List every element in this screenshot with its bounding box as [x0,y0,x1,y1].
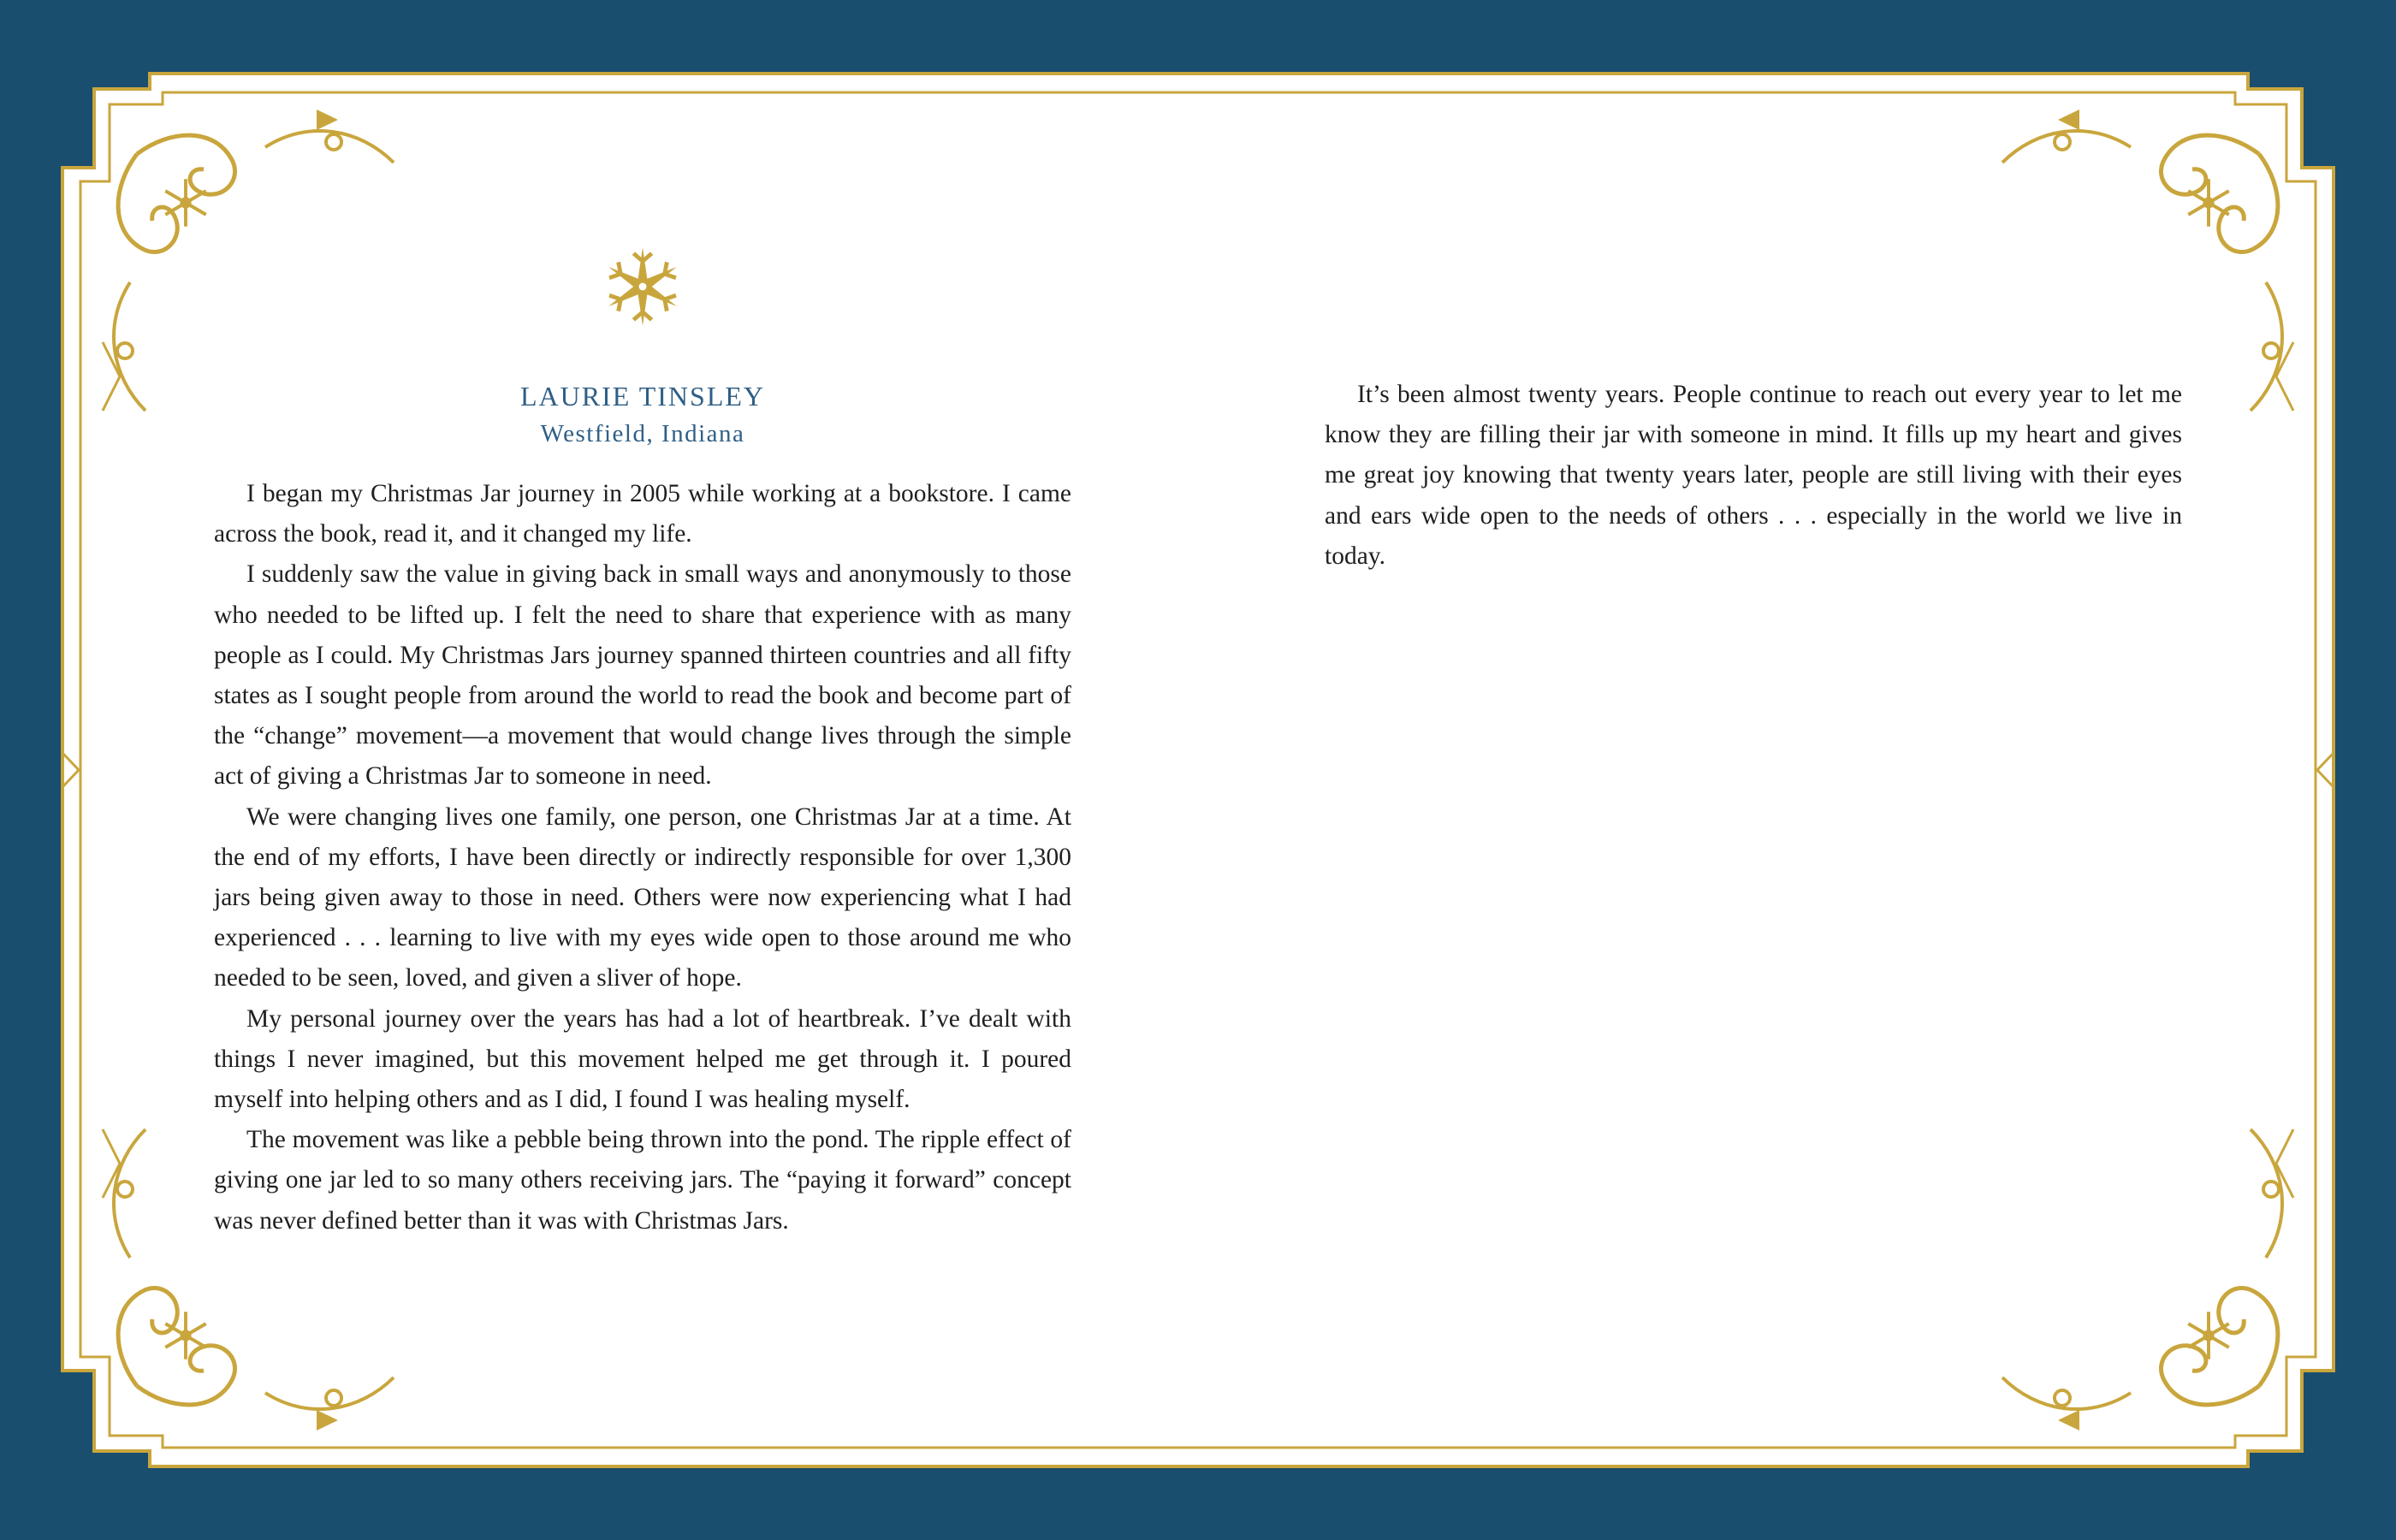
author-name: LAURIE TINSLEY [519,381,766,412]
snowflake-icon [597,241,688,332]
body-paragraph: It’s been almost twenty years. People continue to reach out every year to let me know they are filling their jar with someone in mind. It fills up my heart and gives me great joy knowing that twenty years later, people are still living with their eyes and ears wide open to the needs of others . . . especially in the world we live in today. [1325,381,2182,570]
body-paragraph: My personal journey over the years has had a lot of heartbreak. I’ve dealt with things I never imagined, but this movement helped me get through it. I poured myself into helping others and as I did, I found I was healing myself. [214,1004,1071,1114]
left-page [214,376,1071,1241]
snowflake-icon [2180,175,2237,231]
snowflake-icon [157,175,214,231]
body-paragraph: I suddenly saw the value in giving back in small ways and anonymously to those who needed to be lifted up. I felt the need to share that experience with as many people as I could. My Christmas Jars journey spanned thirteen countries and all fifty states as I sought people from around the world to read the book and become part of the “change” movement—a movement that would change lives through the simple act of giving a Christmas Jar to someone in need. [214,560,1071,791]
body-paragraph: The movement was like a pebble being thrown into the pond. The ripple effect of giving one jar led to so many others receiving jars. The “paying it forward” concept was never defined better than it was with Christmas Jars. [214,1126,1071,1235]
body-paragraph: I began my Christmas Jar journey in 2005 while working at a bookstore. I came across the book, read it, and it changed my life. [214,480,1071,548]
author-location: Westfield, Indiana [540,420,745,447]
snowflake-icon [157,1307,214,1364]
body-paragraph: We were changing lives one family, one person, one Christmas Jar at a time. At the end of my efforts, I have been directly or indirectly responsible for over 1,300 jars being given away to those in need. Others were now experiencing what I had experienced . . . learning to live with my eyes wide open to those around me who needed to be seen, loved, and given a sliver of hope. [214,803,1071,992]
snowflake-icon [2180,1307,2237,1364]
right-page [1325,375,2182,577]
